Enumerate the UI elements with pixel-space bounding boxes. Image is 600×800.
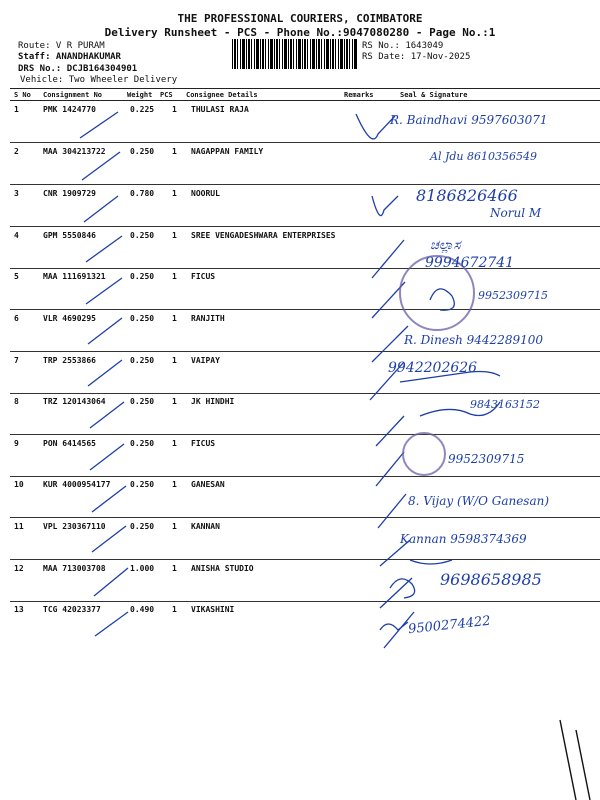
row-weight: 0.225: [130, 105, 155, 114]
rs-date: RS Date: 17-Nov-2025: [362, 52, 471, 62]
col-header-sno: S No: [14, 91, 31, 99]
tick-mark: [95, 612, 128, 636]
runsheet-subtitle: Delivery Runsheet - PCS - Phone No.:9047080280 - Page No.:1: [104, 26, 496, 39]
signature-text: 9843163152: [470, 398, 540, 411]
row-sno: 1: [14, 105, 19, 114]
row-consignee: FICUS: [191, 439, 216, 448]
row-weight: 0.250: [130, 231, 155, 240]
row-sno: 13: [14, 605, 24, 614]
tick-mark: [92, 486, 126, 512]
row-consignment: TCG 42023377: [43, 605, 101, 614]
signature-stroke: [410, 560, 452, 564]
row-pcs: 1: [172, 397, 177, 406]
row-consignee: NOORUL: [191, 189, 220, 198]
route-info: Route: V R PURAM: [18, 41, 105, 51]
row-consignee: THULASI RAJA: [191, 105, 249, 114]
row-sno: 4: [14, 231, 19, 240]
row-consignee: NAGAPPAN FAMILY: [191, 147, 264, 156]
company-seal-stamp: [402, 432, 446, 476]
signature-text: 9500274422: [407, 613, 492, 638]
tick-mark: [88, 360, 122, 386]
col-header-consignee: Consignee Details: [186, 91, 258, 99]
row-weight: 0.250: [130, 147, 155, 156]
row-sno: 11: [14, 522, 24, 531]
tick-mark: [86, 236, 122, 262]
signature-stroke: [372, 326, 408, 362]
row-consignment: TRZ 120143064: [43, 397, 106, 406]
tick-mark: [84, 196, 118, 222]
row-sno: 5: [14, 272, 19, 281]
tick-mark: [94, 568, 128, 596]
row-consignment: PMK 1424770: [43, 105, 96, 114]
signature-stroke: [376, 416, 404, 446]
row-weight: 0.250: [130, 356, 155, 365]
row-weight: 0.490: [130, 605, 155, 614]
row-consignment: GPM 5550846: [43, 231, 96, 240]
signature-text: ಚಲ್ಲಾಸ: [430, 238, 461, 253]
row-consignee: JK HINDHI: [191, 397, 235, 406]
row-consignment: MAA 304213722: [43, 147, 106, 156]
row-weight: 0.780: [130, 189, 155, 198]
margin-mark: [576, 730, 590, 800]
row-consignment: MAA 713003708: [43, 564, 106, 573]
row-consignment: KUR 4000954177: [43, 480, 111, 489]
row-consignee: ANISHA STUDIO: [191, 564, 254, 573]
row-consignee: VAIPAY: [191, 356, 220, 365]
signature-text: R. Dinesh 9442289100: [404, 333, 544, 347]
signature-stroke: [380, 622, 408, 630]
row-consignee: RANJITH: [191, 314, 225, 323]
row-pcs: 1: [172, 439, 177, 448]
signature-stroke: [372, 240, 404, 278]
row-pcs: 1: [172, 231, 177, 240]
signature-text: 9952309715: [478, 289, 548, 302]
row-consignment: MAA 111691321: [43, 272, 106, 281]
row-pcs: 1: [172, 147, 177, 156]
row-pcs: 1: [172, 105, 177, 114]
signature-stroke: [378, 494, 406, 528]
row-consignment: CNR 1909729: [43, 189, 96, 198]
row-weight: 0.250: [130, 397, 155, 406]
signature-stroke: [380, 578, 412, 608]
row-sno: 6: [14, 314, 19, 323]
row-pcs: 1: [172, 522, 177, 531]
row-sno: 8: [14, 397, 19, 406]
signature-text: Norul M: [490, 206, 542, 220]
tick-mark: [80, 112, 118, 138]
row-consignee: GANESAN: [191, 480, 225, 489]
row-consignee: FICUS: [191, 272, 216, 281]
row-weight: 0.250: [130, 522, 155, 531]
signature-text: 8186826466: [416, 186, 518, 205]
signature-stroke: [372, 196, 398, 216]
rs-number: RS No.: 1643049: [362, 41, 444, 51]
signature-text: 8. Vijay (W/O Ganesan): [408, 494, 550, 508]
row-weight: 1.000: [130, 564, 155, 573]
company-title: THE PROFESSIONAL COURIERS, COIMBATORE: [177, 12, 423, 25]
row-sno: 10: [14, 480, 24, 489]
tick-mark: [88, 318, 122, 344]
signature-text: Al Jdu 8610356549: [430, 150, 537, 163]
row-sno: 2: [14, 147, 19, 156]
signature-text: 9698658985: [440, 570, 542, 589]
col-header-remarks: Remarks: [344, 91, 374, 99]
row-pcs: 1: [172, 564, 177, 573]
col-header-seal: Seal & Signature: [400, 91, 468, 99]
tick-mark: [82, 152, 120, 180]
signature-text: Kannan 9598374369: [400, 532, 527, 546]
tick-mark: [90, 402, 124, 428]
signature-stroke: [376, 452, 404, 486]
row-pcs: 1: [172, 605, 177, 614]
row-pcs: 1: [172, 356, 177, 365]
row-consignment: VPL 230367110: [43, 522, 106, 531]
row-sno: 9: [14, 439, 19, 448]
vehicle-info: Vehicle: Two Wheeler Delivery: [20, 75, 178, 85]
row-consignee: KANNAN: [191, 522, 220, 531]
signature-text: 9994672741: [425, 255, 515, 271]
signature-text: 9952309715: [448, 452, 525, 466]
row-weight: 0.250: [130, 272, 155, 281]
margin-mark: [560, 720, 576, 800]
col-header-consignment: Consignment No: [43, 91, 103, 99]
tick-mark: [86, 278, 122, 304]
row-sno: 3: [14, 189, 19, 198]
row-sno: 7: [14, 356, 19, 365]
row-consignee: VIKASHINI: [191, 605, 235, 614]
row-weight: 0.250: [130, 439, 155, 448]
row-consignee: SREE VENGADESHWARA ENTERPRISES: [191, 231, 336, 240]
row-pcs: 1: [172, 189, 177, 198]
row-pcs: 1: [172, 314, 177, 323]
row-sno: 12: [14, 564, 24, 573]
drs-number: DRS No.: DCJB164304901: [18, 64, 138, 74]
row-weight: 0.250: [130, 314, 155, 323]
signature-text: 9942202626: [388, 360, 478, 376]
row-consignment: PON 6414565: [43, 439, 96, 448]
tick-mark: [92, 526, 126, 552]
row-consignment: TRP 2553866: [43, 356, 96, 365]
row-pcs: 1: [172, 480, 177, 489]
col-header-weight: Weight: [127, 91, 153, 99]
staff-info: Staff: ANANDHAKUMAR: [18, 52, 121, 62]
row-pcs: 1: [172, 272, 177, 281]
row-weight: 0.250: [130, 480, 155, 489]
col-header-pcs: PCS: [160, 91, 173, 99]
row-consignment: VLR 4690295: [43, 314, 96, 323]
tick-mark: [90, 444, 124, 470]
signature-text: R. Baindhavi 9597603071: [390, 113, 548, 127]
